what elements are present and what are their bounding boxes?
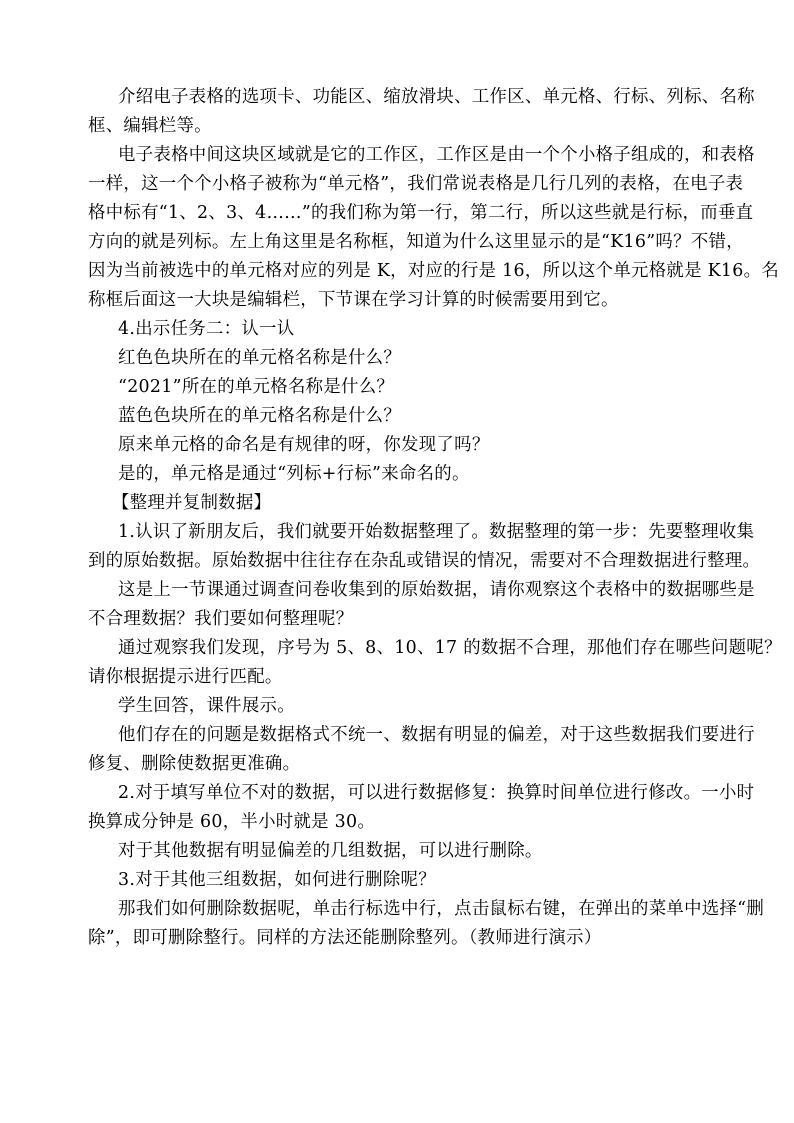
text-line: 电子表格中间这块区域就是它的工作区，工作区是由一个个小格子组成的，和表格 [118,145,755,165]
text-line: 请你根据提示进行匹配。 [88,667,283,687]
text-line: 除”，即可删除整行。同样的方法还能删除整列。（教师进行演示） [88,928,602,948]
paragraph-delete-others [118,837,708,866]
text-line: 学生回答，课件展示。 [118,696,295,716]
paragraph-survey [88,576,755,634]
text-line: 这是上一节课通过调查问卷收集到的原始数据，请你观察这个表格中的数据哪些是 [118,580,755,600]
text-line: 对于其他数据有明显偏差的几组数据，可以进行删除。 [118,841,543,861]
text-line: 4.出示任务二：认一认 [118,319,295,339]
text-line: 修复、删除使数据更准确。 [88,754,301,774]
text-line: 那我们如何删除数据呢，单击行标选中行，点击鼠标右键，在弹出的菜单中选择“删 [118,899,765,919]
paragraph-question-red [118,344,708,373]
text-line: 2.对于填写单位不对的数据，可以进行数据修复：换算时间单位进行修改。一小时 [118,783,755,803]
text-line: 是的，单元格是通过“列标+行标”来命名的。 [118,464,470,484]
text-line: 介绍电子表格的选项卡、功能区、缩放滑块、工作区、单元格、行标、列标、名称 [118,87,755,107]
text-line: 原来单元格的命名是有规律的呀，你发现了吗？ [118,435,490,455]
paragraph-step-two [88,779,755,837]
text-line: 换算成分钟是 60，半小时就是 30。 [88,812,376,832]
text-line: 3.对于其他三组数据，如何进行删除呢？ [118,870,436,890]
text-line: 一样，这一个个小格子被称为“单元格”，我们常说表格是几行几列的表格，在电子表 [88,174,744,194]
text-line: 到的原始数据。原始数据中往往存在杂乱或错误的情况，需要对不合理数据进行整理。 [88,551,761,571]
paragraph-rule-answer [118,460,708,489]
text-line: 红色色块所在的单元格名称是什么？ [118,348,402,368]
text-line: 蓝色色块所在的单元格名称是什么？ [118,406,402,426]
text-line: 1.认识了新朋友后，我们就要开始数据整理了。数据整理的第一步：先要整理收集 [118,522,755,542]
paragraph-how-delete [88,895,765,953]
text-line: 不合理数据？我们要如何整理呢？ [88,609,354,629]
document-body [88,83,782,953]
text-line: 格中标有“1、2、3、4……”的我们称为第一行，第二行，所以这些就是行标，而垂直 [88,203,754,223]
text-line: 方向的就是列标。左上角这里是名称框，知道为什么这里显示的是“K16”吗？不错， [88,232,744,252]
paragraph-task-two [118,315,708,344]
text-line: 称框后面这一大块是编辑栏，下节课在学习计算的时候需要用到它。 [88,290,619,310]
paragraph-question-2021 [118,373,708,402]
paragraph-problems [88,721,755,779]
text-line: 因为当前被选中的单元格对应的列是 K，对应的行是 16，所以这个单元格就是 K16。名 [88,261,780,281]
text-line: “2021”所在的单元格名称是什么？ [118,377,395,397]
paragraph-observation [88,634,782,692]
text-line: 他们存在的问题是数据格式不统一、数据有明显的偏差，对于这些数据我们要进行 [118,725,755,745]
text-line: 【整理并复制数据】 [112,493,272,513]
paragraph-question-blue [118,402,708,431]
paragraph-step-one [88,518,761,576]
text-line: 框、编辑栏等。 [88,116,212,136]
paragraph-rule-question [118,431,708,460]
paragraph-step-three [118,866,708,895]
paragraph-student-answer [118,692,708,721]
text-line: 通过观察我们发现，序号为 5、8、10、17 的数据不合理，那他们存在哪些问题呢？ [118,638,782,658]
paragraph-workspace [88,141,780,315]
paragraph-intro [88,83,755,141]
section-heading [112,489,708,518]
